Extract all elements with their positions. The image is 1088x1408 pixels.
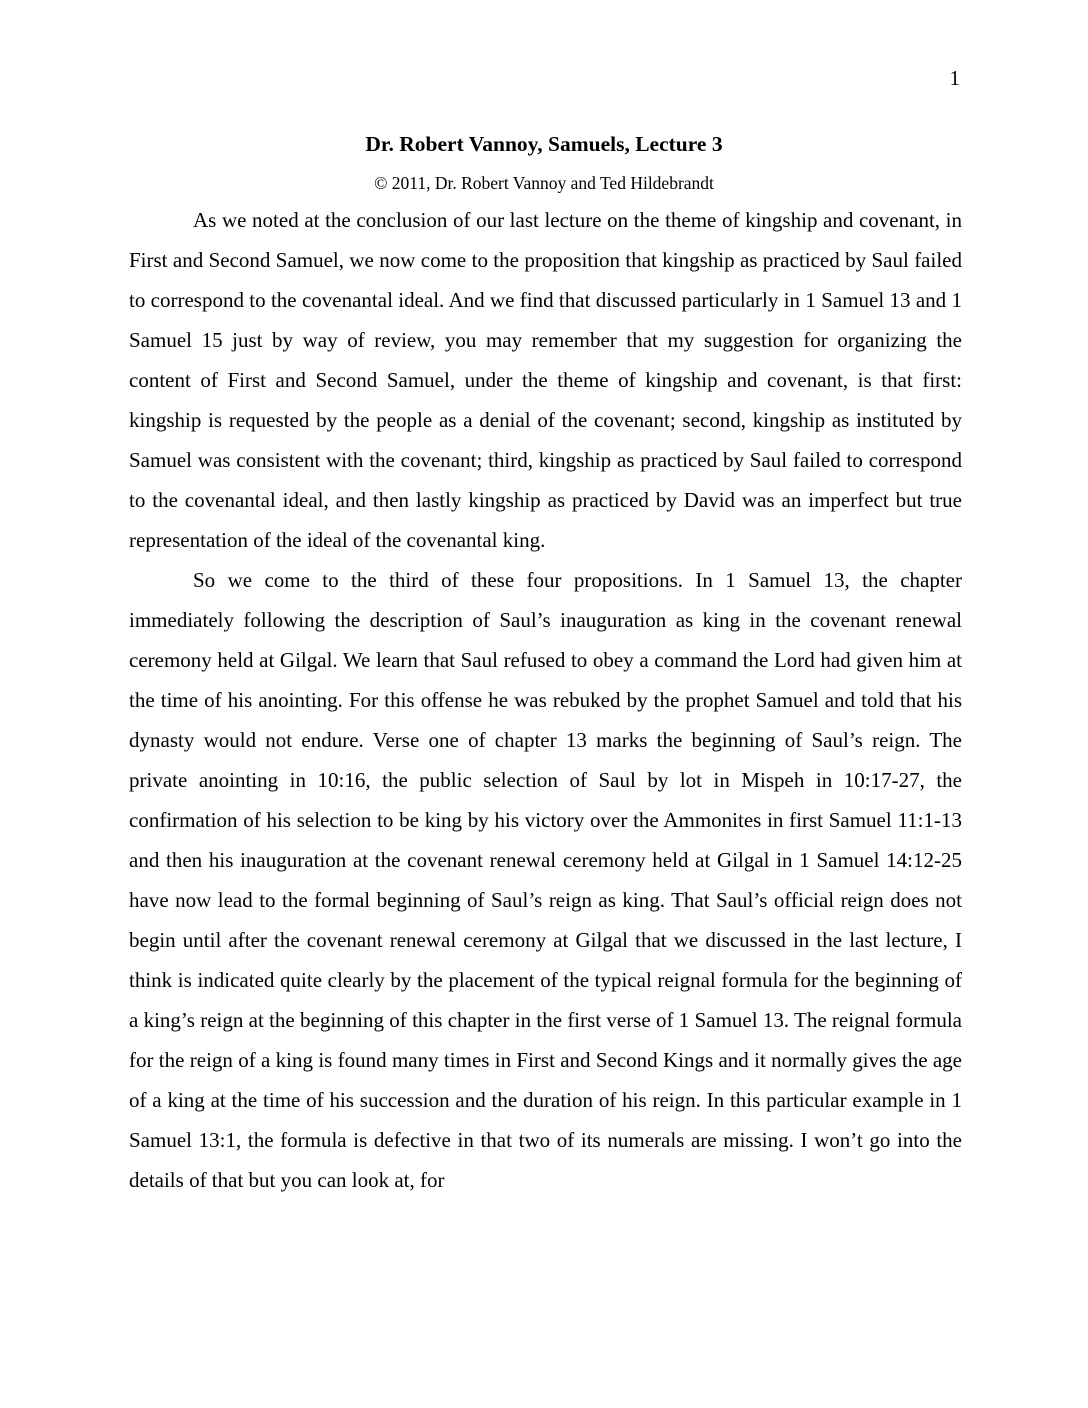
paragraph-1: As we noted at the conclusion of our last lecture on the theme of kingship and covenant, in First and Second Samuel, we now come to the proposition that kingship as practiced by Saul failed to correspond to the covenantal ideal. And we find that discussed particularly in 1 Samuel 13 and 1 Samuel 15 just by way of review, you may remember that my suggestion for organizing the content of First and Second Samuel, under the theme of kingship and covenant, is that first: kingship is requested by the people as a denial of the covenant; second, kingship as instituted by Samuel was consistent with the covenant; third, kingship as practiced by Saul failed to correspond to the covenantal ideal, and then lastly kingship as practiced by David was an imperfect but true representation of the ideal of the covenantal king. xyxy=(129,208,962,552)
paragraph-2: So we come to the third of these four propositions. In 1 Samuel 13, the chapter immediately following the description of Saul’s inauguration as king in the covenant renewal ceremony held at Gilgal. We learn that Saul refused to obey a command the Lord had given him at the time of his anointing. For this offense he was rebuked by the prophet Samuel and told that his dynasty would not endure. Verse one of chapter 13 marks the beginning of Saul’s reign. The private anointing in 10:16, the public selection of Saul by lot in Mispeh in 10:17-27, the confirmation of his selection to be king by his victory over the Ammonites in first Samuel 11:1-13 and then his inauguration at the covenant renewal ceremony held at Gilgal in 1 Samuel 14:12-25 have now lead to the formal beginning of Saul’s reign as king. That Saul’s official reign does not begin until after the covenant renewal ceremony at Gilgal that we discussed in the last lecture, I think is indicated quite clearly by the placement of the typical reignal formula for the beginning of a king’s reign at the beginning of this chapter in the first verse of 1 Samuel 13. The reignal formula for the reign of a king is found many times in First and Second Kings and it normally gives the age of a king at the time of his succession and the duration of his reign. In this particular example in 1 Samuel 13:1, the formula is defective in that two of its numerals are missing. I won’t go into the details of that but you can look at, for xyxy=(129,568,962,1192)
copyright-line: © 2011, Dr. Robert Vannoy and Ted Hildebrandt xyxy=(374,173,714,193)
lecture-title: Dr. Robert Vannoy, Samuels, Lecture 3 xyxy=(365,132,723,156)
lecture-body xyxy=(129,200,962,1200)
page-number: 1 xyxy=(949,66,960,90)
